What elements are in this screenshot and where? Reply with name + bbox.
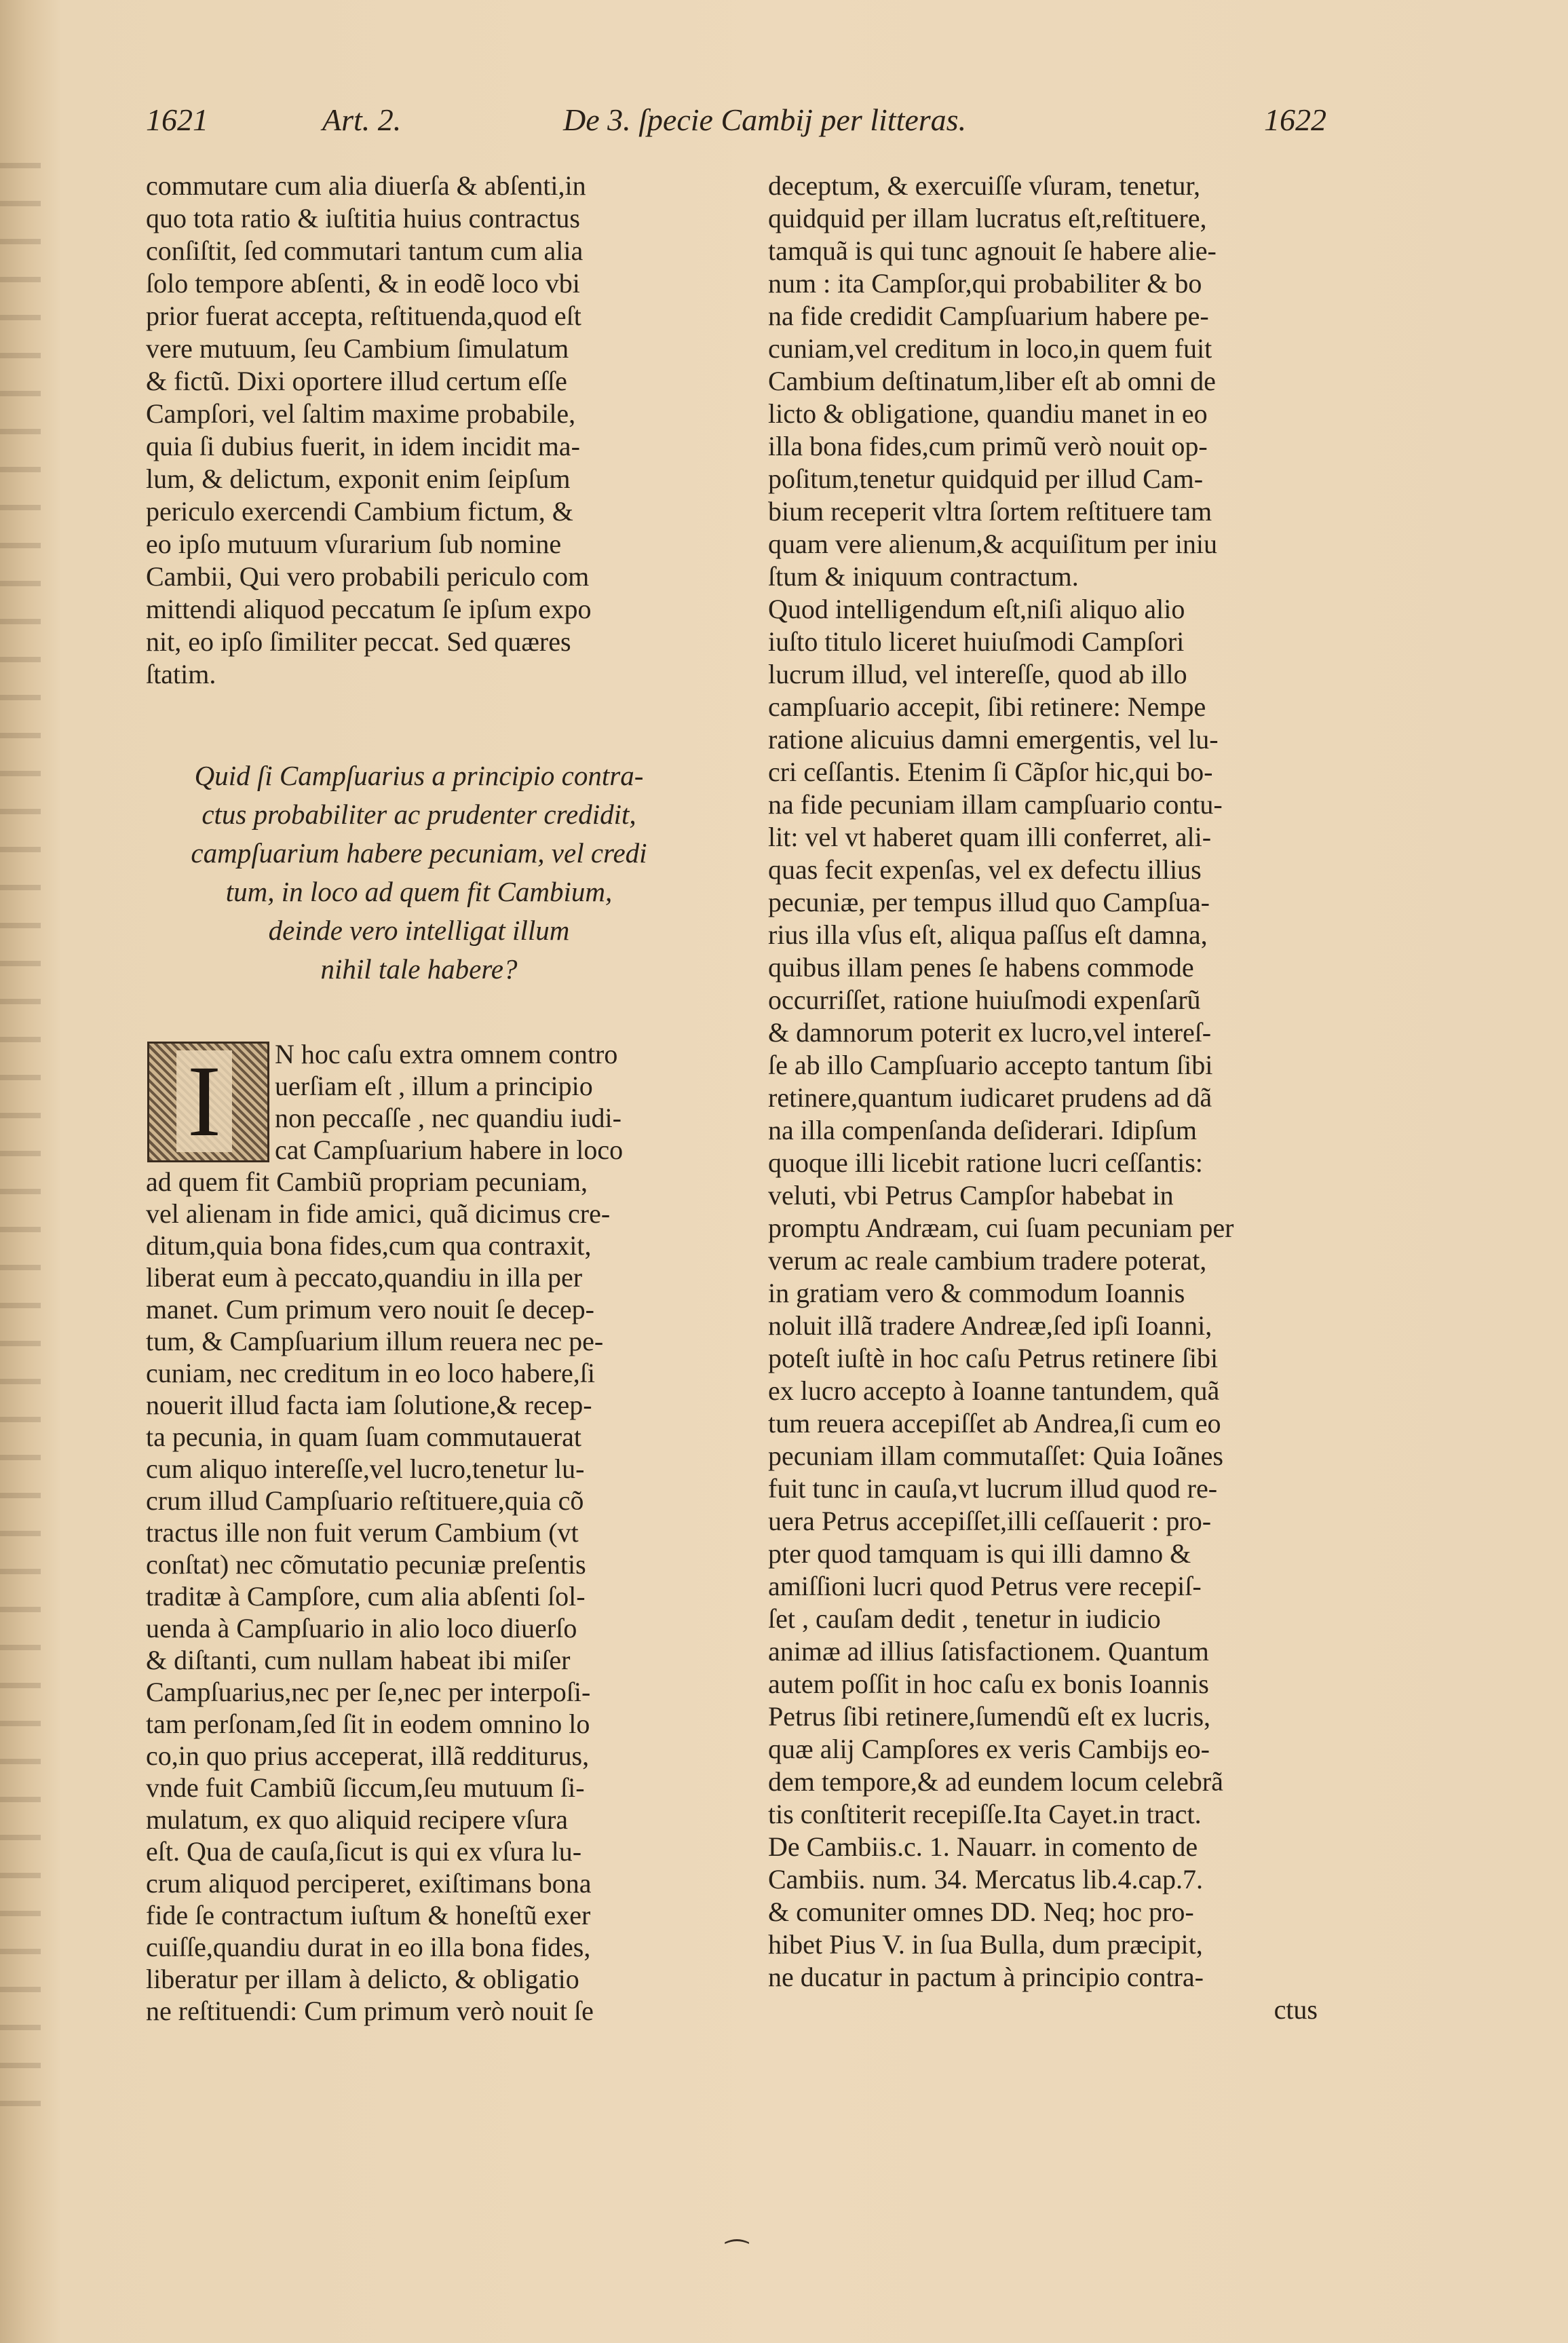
catchword: ctus [1274,1994,1318,2025]
right-column [768,170,1318,2026]
text-line: bium receperit vltra ſortem reſtituere tam [768,496,1212,527]
heading-line: tum, in loco ad quem fit Cambium, [225,876,613,907]
section-heading [146,757,692,989]
text-line: Petrus ſibi retinere,ſumendũ eſt ex lucris, [768,1701,1211,1732]
text-line: num : ita Campſor,qui probabiliter & bo [768,268,1202,299]
text-line: quo tota ratio & iuſtitia huius contractus [146,203,580,233]
text-line: tractus ille non fuit verum Cambium (vt [146,1517,579,1548]
text-line: noluit illã tradere Andreæ,ſed ipſi Ioanni, [768,1310,1212,1341]
text-line: ſolo tempore abſenti, & in eodẽ loco vbi [146,268,580,299]
running-head [146,102,1326,149]
text-line: traditæ à Campſore, cum alia abſenti ſol- [146,1581,586,1612]
text-line: N hoc caſu extra omnem contro [275,1039,618,1069]
text-line: non peccaſſe , nec quandiu iudi- [275,1103,622,1133]
text-line: deceptum, & exercuiſſe vſuram, tenetur, [768,170,1201,201]
text-line: periculo exercendi Cambium fictum, & [146,496,573,527]
text-line: lit: vel vt haberet quam illi conferret, ali- [768,822,1212,852]
text-line: lucrum illud, vel intereſſe, quod ab illo [768,659,1187,689]
text-line: rius illa vſus eſt, aliqua paſſus eſt damna, [768,919,1208,950]
text-line: De Cambiis.c. 1. Nauarr. in comento de [768,1831,1198,1862]
text-line: ſtatim. [146,659,216,689]
heading-line: ctus probabiliter ac prudenter credidit, [202,799,636,830]
text-line: promptu Andræam, cui ſuam pecuniam per [768,1213,1234,1243]
text-line: ſet , cauſam dedit , tenetur in iudicio [768,1603,1161,1634]
text-line: iuſto titulo liceret huiuſmodi Campſori [768,626,1185,657]
text-line: crum aliquod perciperet, exiſtimans bona [146,1868,592,1899]
text-line: licto & obligatione, quandiu manet in eo [768,398,1208,429]
text-line: uera Petrus accepiſſet,illi ceſſauerit : pro- [768,1506,1212,1536]
text-line: tam perſonam,ſed ſit in eodem omnino lo [146,1709,590,1739]
text-line: quam vere alienum,& acquiſitum per iniu [768,529,1218,559]
text-line: Campſori, vel ſaltim maxime probabile, [146,398,576,429]
running-title: De 3. ſpecie Cambij per litteras. [563,102,967,137]
text-line: autem poſſit in hoc caſu ex bonis Ioannis [768,1669,1209,1699]
text-line: conſiſtit, ſed commutari tantum cum alia [146,235,584,266]
text-line: cuiſſe,quandiu durat in eo illa bona fides, [146,1932,591,1962]
text-line: ſe ab illo Campſuario accepto tantum ſibi [768,1050,1213,1080]
text-line: tum, & Campſuarium illum reuera nec pe- [146,1326,604,1356]
text-line: & fictũ. Dixi oportere illud certum eſſe [146,366,567,396]
text-line: tamquã is qui tunc agnouit ſe habere alie- [768,235,1217,266]
text-line: ta pecunia, in quam ſuam commutauerat [146,1422,581,1452]
text-line: Cambiis. num. 34. Mercatus lib.4.cap.7. [768,1864,1204,1894]
text-line: uenda à Campſuario in alio loco diuerſo [146,1613,577,1643]
text-line: tis conſtiterit recepiſſe.Ita Cayet.in tract. [768,1799,1202,1829]
text-line: mulatum, ex quo aliquid recipere vſura [146,1804,569,1835]
text-line: ad quem fit Cambiũ propriam pecuniam, [146,1166,588,1197]
text-line: ratione alicuius damni emergentis, vel lu- [768,724,1219,755]
text-line: Quod intelligendum eſt,niſi aliquo alio [768,594,1185,624]
text-line: ſtum & iniquum contractum. [768,561,1079,592]
text-line: crum illud Campſuario reſtituere,quia cõ [146,1485,584,1516]
text-line: liberat eum à peccato,quandiu in illa per [146,1262,583,1293]
text-line: uerſiam eſt , illum a principio [275,1071,593,1101]
text-line: pecuniæ, per tempus illud quo Campſua- [768,887,1210,917]
text-line: dem tempore,& ad eundem locum celebrã [768,1766,1223,1797]
text-line: Cambium deſtinatum,liber eſt ab omni de [768,366,1216,396]
text-line: Campſuarius,nec per ſe,nec per interpoſi- [146,1677,591,1707]
text-line: poteſt iuſtè in hoc caſu Petrus retinere ſibi [768,1343,1219,1373]
text-line: commutare cum alia diuerſa & abſenti,in [146,170,586,201]
text-line: poſitum,tenetur quidquid per illud Cam- [768,463,1204,494]
text-line: quia ſi dubius fuerit, in idem incidit ma- [146,431,580,461]
text-line: campſuario accepit, ſibi retinere: Nempe [768,691,1206,722]
text-line: quibus illam penes ſe habens commode [768,952,1194,983]
text-line: cum aliquo intereſſe,vel lucro,tenetur lu- [146,1453,585,1484]
text-line: amiſſioni lucri quod Petrus vere recepiſ- [768,1571,1202,1601]
page-number-right: 1622 [1264,102,1326,137]
text-line: occurriſſet, ratione huiuſmodi expenſarũ [768,985,1201,1015]
text-line: manet. Cum primum vero nouit ſe decep- [146,1294,594,1325]
text-line: quoque illi licebit ratione lucri ceſſantis: [768,1147,1203,1178]
text-line: ditum,quia bona fides,cum qua contraxit, [146,1230,592,1261]
heading-line: nihil tale habere? [320,953,518,985]
text-line: mittendi aliquod peccatum ſe ipſum expo [146,594,592,624]
text-line: ne reſtituendi: Cum primum verò nouit ſe [146,1996,594,2026]
text-line: eo ipſo mutuum vſurarium ſub nomine [146,529,562,559]
text-line: pter quod tamquam is qui illi damno & [768,1538,1191,1569]
page-number-left: 1621 [146,102,208,137]
text-line: ne ducatur in pactum à principio contra- [768,1962,1204,1992]
text-line: prior fuerat accepta, reſtituenda,quod eſt [146,301,581,331]
text-line: quidquid per illam lucratus eſt,reſtituere, [768,203,1207,233]
text-line: verum ac reale cambium tradere poterat, [768,1245,1207,1276]
text-line: liberatur per illam à delicto, & obligatio [146,1964,579,1994]
text-line: & damnorum poterit ex lucro,vel intereſ- [768,1017,1212,1048]
text-line: na fide credidit Campſuarium habere pe- [768,301,1209,331]
text-line: quas fecit expenſas, vel ex defectu illius [768,854,1202,885]
text-line: cri ceſſantis. Etenim ſi Cãpſor hic,qui bo- [768,757,1213,787]
text-line: hibet Pius V. in ſua Bulla, dum præcipit, [768,1929,1203,1960]
text-line: nit, eo ipſo ſimiliter peccat. Sed quæres [146,626,571,657]
text-line: retinere,quantum iudicaret prudens ad dã [768,1082,1212,1113]
left-column-top [146,170,692,691]
text-line: cuniam,vel creditum in loco,in quem fuit [768,333,1212,364]
left-column-body [146,1038,692,2027]
text-line: quæ alij Campſores ex veris Cambijs eo- [768,1734,1210,1764]
drop-cap-letter: I [176,1050,232,1152]
text-line: na fide pecuniam illam campſuario contu- [768,789,1223,820]
text-line: ex lucro accepto à Ioanne tantundem, quã [768,1375,1220,1406]
text-line: cat Campſuarium habere in loco [275,1135,624,1165]
heading-line: campſuarium habere pecuniam, vel credi [191,837,647,869]
heading-line: Quid ſi Campſuarius a principio contra- [194,760,644,791]
text-line: eſt. Qua de cauſa,ſicut is qui ex vſura lu- [146,1836,582,1867]
text-line: lum, & delictum, exponit enim ſeipſum [146,463,571,494]
text-line: & diſtanti, cum nullam habeat ibi miſer [146,1645,571,1675]
text-line: conſtat) nec cõmutatio pecuniæ preſentis [146,1549,586,1580]
text-line: & comuniter omnes DD. Neq; hoc pro- [768,1897,1194,1927]
text-line: animæ ad illius ſatisfactionem. Quantum [768,1636,1209,1666]
text-line: Cambii, Qui vero probabili periculo com [146,561,590,592]
text-line: na illa compenſanda deſiderari. Idipſum [768,1115,1197,1145]
text-line: vnde fuit Cambiũ ſiccum,ſeu mutuum ſi- [146,1772,585,1803]
ink-mark: ⁀ [726,2240,748,2270]
text-line: vel alienam in fide amici, quã dicimus cre- [146,1198,611,1229]
text-line: co,in quo prius acceperat, illã redditurus, [146,1740,590,1771]
text-line: fide ſe contractum iuſtum & honeſtũ exer [146,1900,591,1930]
text-line: cuniam, nec creditum in eo loco habere,ſi [146,1358,595,1388]
text-line: nouerit illud facta iam ſolutione,& recep- [146,1390,592,1420]
text-line: tum reuera accepiſſet ab Andrea,ſi cum eo [768,1408,1221,1439]
adjacent-page-bleed [0,163,41,2131]
text-line: veluti, vbi Petrus Campſor habebat in [768,1180,1174,1211]
text-line: vere mutuum, ſeu Cambium ſimulatum [146,333,569,364]
text-line: fuit tunc in cauſa,vt lucrum illud quod re- [768,1473,1218,1504]
article-label: Art. 2. [322,102,402,137]
text-line: illa bona fides,cum primũ verò nouit op- [768,431,1208,461]
heading-line: deinde vero intelligat illum [268,915,570,946]
text-line: pecuniam illam commutaſſet: Quia Ioãnes [768,1441,1223,1471]
text-line: in gratiam vero & commodum Ioannis [768,1278,1185,1308]
